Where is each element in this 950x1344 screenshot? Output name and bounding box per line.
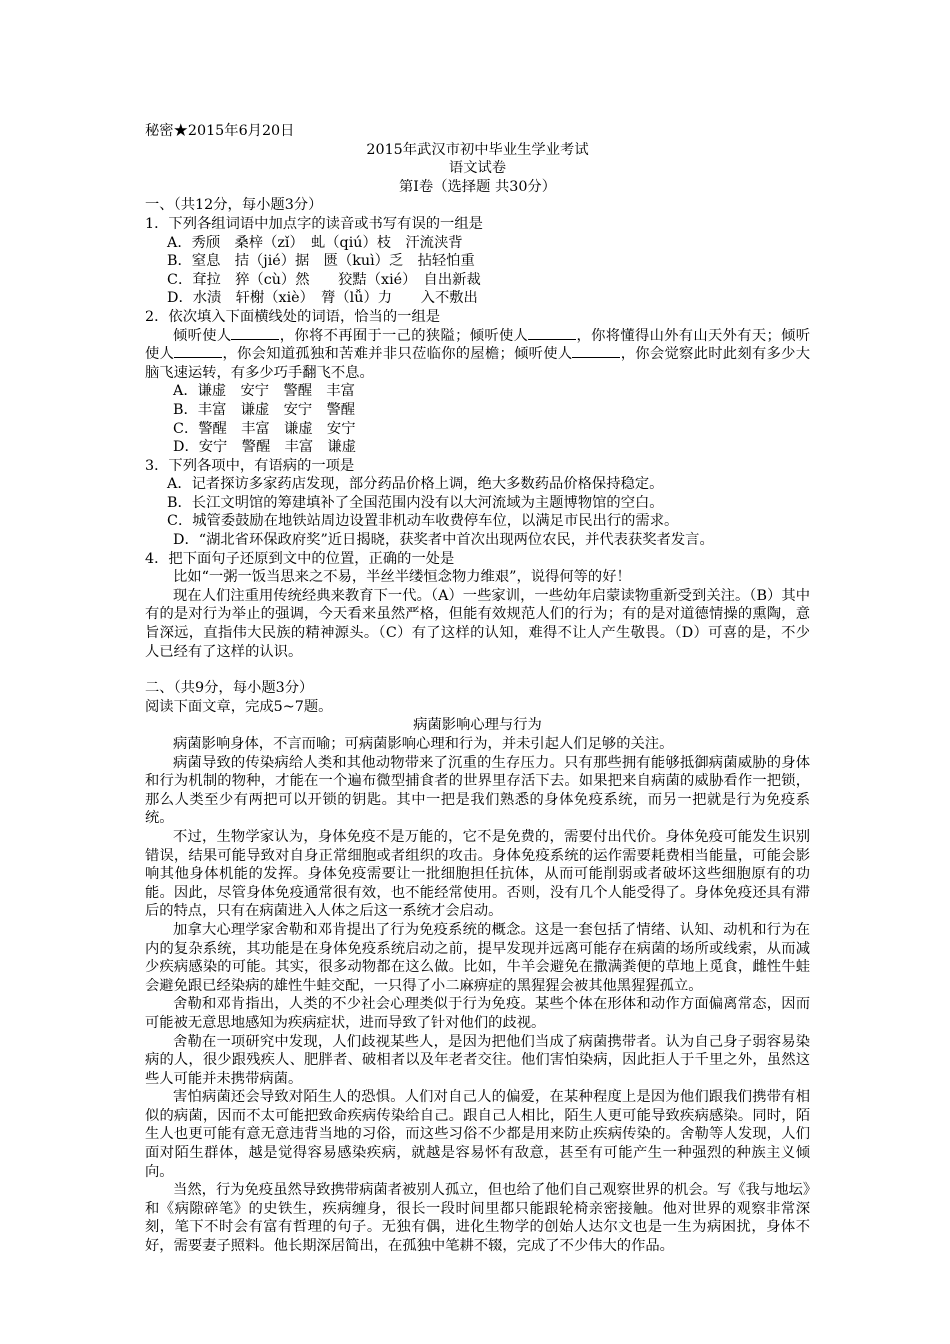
q2-blank-2 (528, 327, 576, 340)
exam-title: 2015年武汉市初中毕业生学业考试 (366, 141, 589, 158)
q2-part-4: ，你会知道孤独和苦难并非只莅临你的屋檐；倾听使人 (222, 346, 573, 363)
article-paragraph: 害怕病菌还会导致对陌生人的恐惧。人们对自己人的偏爱，在某种程度上是因为他们跟我们携带有相似的病菌，因而不太可能把致命疾病传染给自己。跟自己人相比，陌生人更可能导致疾病感染。同时，陌生人也更可能有意无意违背当地的习俗，而这些习俗不少都是用来防止疾病传染的。舍勒等人发现，人们面对陌生群体，越是觉得容易感染疾病，就越是容易怀有敌意，甚至有可能产生一种强烈的种族主义倾向。 (145, 1089, 810, 1180)
q2-blank-4 (572, 345, 620, 358)
q1-option-b: B．窒息 拮（jié）据 匮（kuì）乏 拈轻怕重 (167, 253, 475, 270)
secret-line: 秘密★2015年6月20日 (145, 123, 295, 139)
q1-option-c: C．耷拉 猝（cù）然 狡黠（xié） 自出新裁 (167, 271, 481, 288)
q2-option-d: D．安宁 警醒 丰富 谦虚 (173, 439, 357, 456)
article-paragraph: 病菌导致的传染病给人类和其他动物带来了沉重的生存压力。只有那些拥有能够抵御病菌威胁的身体和行为机制的物种，才能在一个遍布微型捕食者的世界里存活下去。如果把来自病菌的威胁看作一把锁，那么人类至少有两把可以开锁的钥匙。其中一把是我们熟悉的身体免疫系统，而另一把就是行为免疫系统。 (145, 754, 810, 827)
article-paragraph: 加拿大心理学家舍勒和邓肯提出了行为免疫系统的概念。这是一套包括了情绪、认知、动机和行为在内的复杂系统，其功能是在身体免疫系统启动之前，提早发现并远离可能存在病菌的场所或线索，从而减少疾病感染的可能。其实，很多动物都在这么做。比如，牛羊会避免在撒满粪便的草地上觅食，雌性牛蛙会避免跟已经染病的雄性牛蛙交配，一只得了小二麻痹症的黑猩猩会被其他黑猩猩孤立。 (145, 921, 810, 994)
q2-stem: 2．依次填入下面横线处的词语，恰当的一组是 (145, 308, 441, 325)
article-paragraph: 病菌影响身体，不言而喻；可病菌影响心理和行为，并未引起人们足够的关注。 (173, 736, 674, 752)
q3-option-a: A．记者探访多家药店发现，部分药品价格上调，绝大多数药品价格保持稳定。 (167, 476, 664, 493)
article-paragraph: 当然，行为免疫虽然导致携带病菌者被别人孤立，但也给了他们自己观察世界的机会。写《我与地坛》和《病隙碎笔》的史铁生，疾病缠身，很长一段时间里都只能跟轮椅亲密接触。他对世界的观察非常深刻，笔下不时会有富有哲理的句子。无独有偶，进化生物学的创始人达尔文也是一生为病困扰，身体不好，需要妻子照料。他长期深居简出，在孤独中笔耕不辍，完成了不少伟大的作品。 (145, 1182, 810, 1255)
article-title: 病菌影响心理与行为 (413, 717, 542, 734)
q2-part-3: ，你将懂得山外有山天外有天；倾听使人 (145, 327, 811, 363)
article-paragraph: 舍勒在一项研究中发现，人们歧视某些人，是因为把他们当成了病菌携带者。认为自己身子弱容易染病的人，很少跟残疾人、肥胖者、破相者以及年老者交往。他们害怕染病，因此拒人于千里之外，虽然这些人可能并未携带病菌。 (145, 1033, 810, 1087)
q2-option-c: C．警醒 丰富 谦虚 安宁 (173, 420, 356, 437)
q4-sentence: 比如“一粥一饭当思来之不易，半丝半缕恒念物力维艰”，说得何等的好！ (173, 569, 631, 586)
q2-part-2: ，你将不再囿于一己的狭隘；倾听使人 (279, 327, 529, 344)
q2-option-a: A．谦虚 安宁 警醒 丰富 (173, 383, 355, 400)
q3-option-b: B．长江文明馆的筹建填补了全国范围内没有以大河流域为主题博物馆的空白。 (167, 494, 664, 511)
q3-option-d: D．“湖北省环保政府奖”近日揭晓，获奖者中首次出现两位农民，并代表获奖者发言。 (173, 532, 714, 549)
q2-option-b: B．丰富 谦虚 安宁 警醒 (173, 401, 356, 418)
q1-option-a: A．秀颀 桑梓（zǐ） 虬（qiú）枝 汗流浃背 (167, 234, 463, 251)
q2-blank-1 (231, 327, 279, 340)
subject-title: 语文试卷 (448, 160, 507, 177)
q2-part-1: 倾听使人 (173, 327, 232, 344)
exam-page (145, 122, 810, 1256)
section2-heading: 二、（共9分，每小题3分） (145, 680, 314, 697)
q1-option-d: D．水渍 轩榭（xiè） 膂（lǚ）力 入不敷出 (167, 290, 478, 307)
q3-stem: 3．下列各项中，有语病的一项是 (145, 457, 355, 474)
volume-title: 第Ⅰ卷（选择题 共30分） (398, 178, 557, 195)
section-gap (145, 661, 810, 679)
article-paragraph: 不过，生物学家认为，身体免疫不是万能的，它不是免费的，需要付出代价。身体免疫可能发生识别错误，结果可能导致对自身正常细胞或者组织的攻击。身体免疫系统的运作需要耗费相当能量，可能会影响其他身体机能的发挥。身体免疫需要让一批细胞担任抗体，从而可能削弱或者破坏这些细胞原有的功能。因此，尽管身体免疫通常很有效，也不能经常使用。否则，没有几个人能受得了。身体免疫还具有滞后的特点，只有在病菌进入人体之后这一系统才会启动。 (145, 828, 810, 920)
q4-passage: 现在人们注重用传统经典来教育下一代。（A）一些家训，一些幼年启蒙读物重新受到关注。（B）其中有的是对行为举止的强调，今天看来虽然严格，但能有效规范人们的行为；有的是对道德情操的熏陶，意旨深远，直指伟大民族的精神源头。（C）有了这样的认知，难得不让人产生敬畏。（D）可喜的是，不少人已经有了这样的认识。 (145, 587, 810, 660)
article-paragraph: 舍勒和邓肯指出，人类的不少社会心理类似于行为免疫。某些个体在形体和动作方面偏离常态，因而可能被无意思地感知为疾病症状，进而导致了针对他们的歧视。 (145, 996, 810, 1031)
section2-instruction: 阅读下面文章，完成5~7题。 (145, 698, 333, 715)
q2-passage (145, 327, 810, 383)
q3-option-c: C．城管委鼓励在地铁站周边设置非机动车收费停车位，以满足市民出行的需求。 (167, 513, 679, 530)
q2-part-5: ，你会觉察此时此刻有多少大脑飞速运转，有多少巧手翻飞不息。 (145, 346, 811, 381)
q2-blank-3 (174, 345, 222, 358)
q1-stem: 1．下列各组词语中加点字的读音或书写有误的一组是 (145, 215, 483, 232)
q4-stem: 4．把下面句子还原到文中的位置，正确的一处是 (145, 550, 455, 567)
section1-heading: 一、（共12分，每小题3分） (145, 197, 323, 214)
